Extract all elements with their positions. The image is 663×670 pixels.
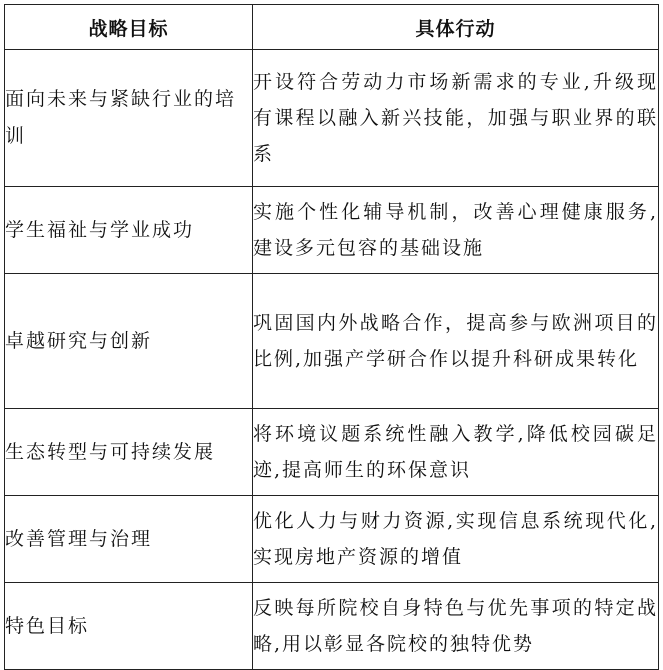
table-row: [5, 187, 659, 274]
action-cell: 反映每所院校自身特色与优先事项的特定战略,用以彰显各院校的独特优势: [253, 583, 659, 670]
action-cell: 巩固国内外战略合作，提高参与欧洲项目的比例,加强产学研合作以提升科研成果转化: [253, 274, 659, 409]
header-strategic-goal: 战略目标: [5, 5, 253, 50]
table-row: [5, 496, 659, 583]
goal-cell: 改善管理与治理: [5, 496, 253, 583]
goal-cell: 生态转型与可持续发展: [5, 409, 253, 496]
goal-cell: 卓越研究与创新: [5, 274, 253, 409]
goal-cell: 面向未来与紧缺行业的培训: [5, 50, 253, 187]
action-cell: 优化人力与财力资源,实现信息系统现代化,实现房地产资源的增值: [253, 496, 659, 583]
header-concrete-actions: 具体行动: [253, 5, 659, 50]
table-row: [5, 583, 659, 670]
table-row: [5, 409, 659, 496]
action-cell: 将环境议题系统性融入教学,降低校园碳足迹,提高师生的环保意识: [253, 409, 659, 496]
strategy-table: [4, 4, 659, 670]
table-header-row: [5, 5, 659, 50]
goal-cell: 学生福祉与学业成功: [5, 187, 253, 274]
action-cell: 开设符合劳动力市场新需求的专业,升级现有课程以融入新兴技能，加强与职业界的联系: [253, 50, 659, 187]
table-row: [5, 274, 659, 409]
goal-cell: 特色目标: [5, 583, 253, 670]
table-row: [5, 50, 659, 187]
action-cell: 实施个性化辅导机制，改善心理健康服务,建设多元包容的基础设施: [253, 187, 659, 274]
